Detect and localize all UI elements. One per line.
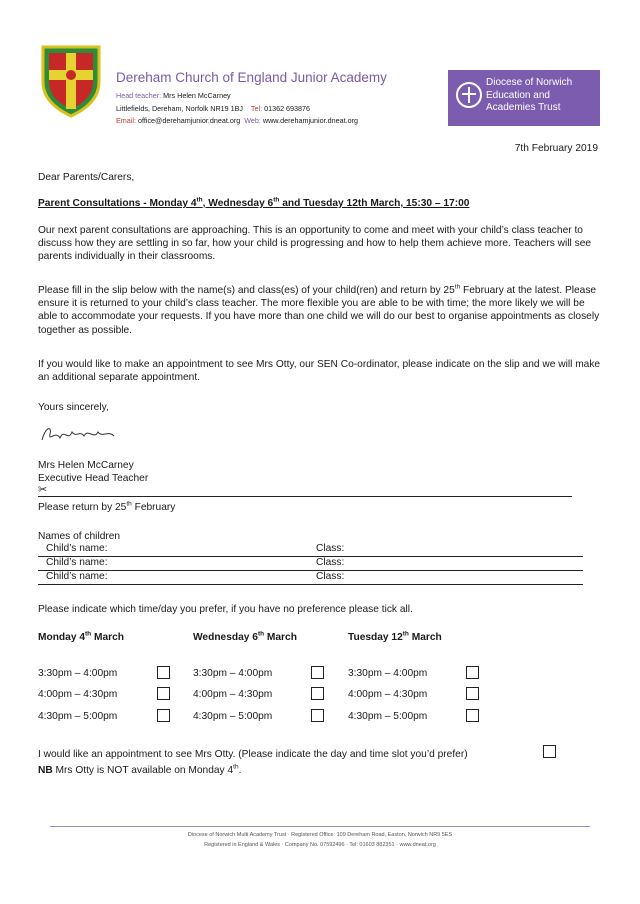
paragraph-instructions — [38, 284, 603, 337]
return-text: February — [131, 502, 176, 513]
footer-line-1: Diocese of Norwich Multi Academy Trust · Registered Office: 109 Dereham Road, Easton, Norwich NR9 5ES — [187, 832, 453, 838]
return-sup: th — [126, 500, 132, 508]
diocese-line-3: Academies Trust — [486, 102, 561, 113]
slot-label: 3:30pm – 4:00pm — [38, 668, 118, 679]
nb-label: NB — [38, 765, 53, 776]
tel-number: 01362 693876 — [264, 104, 311, 113]
address: Littlefields, Dereham, Norfolk NR19 1BJ — [116, 104, 244, 113]
day-sup: th — [84, 630, 92, 638]
diocese-line-2: Education and — [486, 89, 550, 101]
slot-checkbox[interactable] — [157, 687, 170, 700]
preference-instruction: Please indicate which time/day you prefer, if you have no preference please tick all. — [38, 604, 413, 615]
day-text: March — [264, 632, 297, 643]
slot-checkbox[interactable] — [157, 666, 170, 679]
title-sup: th — [196, 196, 203, 204]
class-label: Class: — [316, 557, 345, 568]
otty-checkbox[interactable] — [543, 745, 556, 758]
slot-label: 4:30pm – 5:00pm — [193, 711, 273, 722]
signer-name: Mrs Helen McCarney — [38, 460, 134, 471]
tel-label: Tel: — [250, 104, 263, 113]
web-label: Web: — [244, 116, 261, 125]
return-text: Please return by 25 — [38, 502, 127, 513]
diocese-logo — [448, 70, 600, 126]
para2-sup: th — [454, 283, 461, 291]
day-sup: th — [402, 630, 409, 638]
slot-label: 4:30pm – 5:00pm — [38, 711, 118, 722]
slot-checkbox[interactable] — [157, 709, 170, 722]
paragraph-sen: If you would like to make an appointment to see Mrs Otty, our SEN Co-ordinator, please indicate on the slip and we will make an additional separate appointment. — [38, 359, 601, 384]
slot-label: 4:00pm – 4:30pm — [38, 689, 118, 700]
nb-note — [38, 764, 241, 777]
slot-checkbox[interactable] — [311, 666, 324, 679]
nb-sup: th — [233, 763, 239, 771]
head-teacher-name: Mrs Helen McCarney — [163, 91, 231, 100]
slot-label: 3:30pm – 4:00pm — [193, 668, 273, 679]
address-line — [116, 104, 310, 113]
slot-checkbox[interactable] — [466, 709, 479, 722]
child-row[interactable] — [38, 571, 583, 585]
para2-text: February at the latest. Please ensure it is returned to your child’s class teacher. The more flexible you are able to be with time; the more likely we will be able to accommodate your requests. If you have more than one child we will do our best to organise appointments as closely together as possible. — [38, 285, 600, 336]
salutation: Dear Parents/Carers, — [38, 172, 135, 183]
return-by — [38, 501, 175, 514]
slot-label: 3:30pm – 4:00pm — [348, 668, 428, 679]
para2-text: Please fill in the slip below with the name(s) and class(es) of your child(ren) and return by 25 — [38, 285, 455, 296]
slot-label: 4:30pm – 5:00pm — [348, 711, 428, 722]
day-text: March — [91, 632, 124, 643]
letter-title — [38, 198, 469, 209]
slot-label: 4:00pm – 4:30pm — [193, 689, 273, 700]
title-sup: th — [273, 196, 280, 204]
day-heading-tuesday — [348, 632, 442, 643]
day-text: March — [408, 632, 442, 643]
head-teacher-label: Head teacher: — [116, 91, 162, 100]
title-part: and Tuesday 12th March, 15:30 – 17:00 — [279, 198, 470, 209]
child-name-label: Child’s name: — [46, 571, 108, 582]
class-label: Class: — [316, 543, 345, 554]
head-teacher-line — [116, 91, 231, 100]
slot-checkbox[interactable] — [311, 687, 324, 700]
day-text: Tuesday 12 — [348, 632, 403, 643]
day-text: Wednesday 6 — [193, 632, 258, 643]
otty-request: I would like an appointment to see Mrs Otty. (Please indicate the day and time slot you’d prefer) — [38, 749, 468, 760]
email-address: office@derehamjunior.dneat.org — [137, 116, 241, 125]
closing: Yours sincerely, — [38, 402, 109, 413]
nb-text: . — [238, 765, 242, 776]
day-heading-wednesday — [193, 632, 297, 643]
child-row[interactable] — [38, 557, 583, 571]
day-heading-monday — [38, 632, 124, 643]
day-sup: th — [257, 630, 265, 638]
slot-checkbox[interactable] — [466, 687, 479, 700]
footer-line-2: Registered in England & Wales · Company No. 07592496 · Tel: 01603 882351 · www.dneat.org — [204, 842, 436, 848]
child-name-label: Child’s name: — [46, 557, 108, 568]
school-crest-logo — [40, 44, 102, 118]
title-part: Parent Consultations - Monday 4 — [38, 198, 197, 209]
names-heading: Names of children — [38, 531, 121, 542]
child-name-label: Child’s name: — [46, 543, 108, 554]
email-label: Email: — [116, 116, 136, 125]
nb-text: Mrs Otty is NOT available on Monday 4 — [52, 765, 234, 776]
day-text: Monday 4 — [38, 632, 85, 643]
paragraph-intro: Our next parent consultations are approaching. This is an opportunity to come and meet with your child’s class teacher to discuss how they are settling in so far, how your child is progressing and how to help them achieve more. Teachers will see parents individually in their classrooms. — [38, 225, 592, 263]
slot-label: 4:00pm – 4:30pm — [348, 689, 428, 700]
diocese-line-1: Diocese of Norwich — [486, 77, 573, 88]
cross-icon — [456, 82, 482, 108]
slot-checkbox[interactable] — [466, 666, 479, 679]
class-label: Class: — [316, 571, 345, 582]
slot-checkbox[interactable] — [311, 709, 324, 722]
web-address: www.derehamjunior.dneat.org — [262, 116, 358, 125]
footer-divider — [50, 826, 590, 827]
title-part: , Wednesday 6 — [202, 198, 274, 209]
signer-title: Executive Head Teacher — [38, 473, 149, 484]
letter-date: 7th February 2019 — [514, 143, 598, 154]
school-name: Dereham Church of England Junior Academy — [116, 70, 387, 85]
contact-line — [116, 116, 358, 125]
cut-line — [38, 484, 572, 497]
scissors-icon: ✂ — [38, 484, 48, 496]
child-row[interactable] — [38, 543, 583, 557]
signature — [38, 420, 118, 450]
